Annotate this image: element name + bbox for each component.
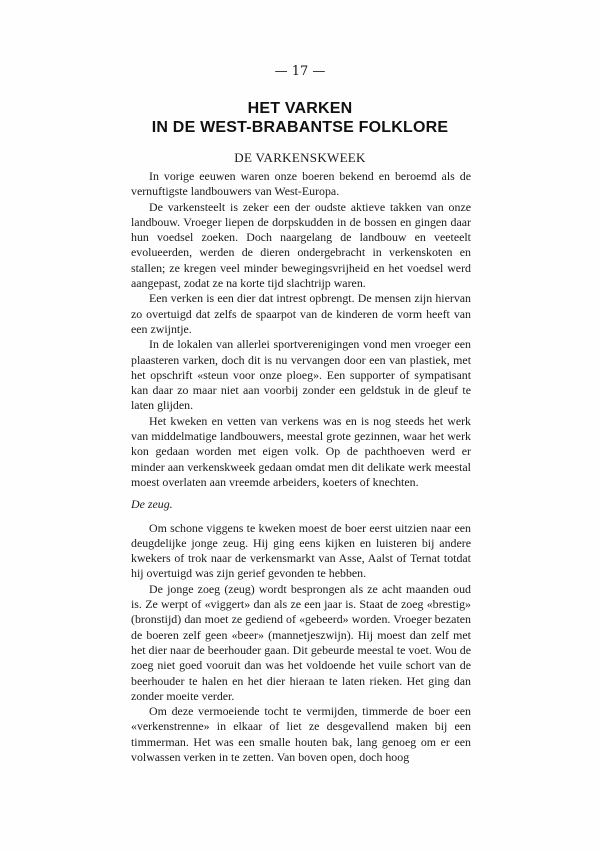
article-title-line-2: IN DE WEST-BRABANTSE FOLKLORE [151, 119, 449, 136]
article-body [131, 169, 471, 765]
paragraph: Het kweken en vetten van verkens was en is nog steeds het werk van middelmatige landbouwers, meestal grote gezinnen, waar het werk kon gedaan worden met eigen volk. Op de pachthoeven werd er minder aan verkenskweek gedaan omdat men dit delikate werk meestal moest overlaten aan vreemde arbeiders, koeters of knechten. [131, 413, 471, 489]
paragraph: Om deze vermoeiende tocht te vermijden, timmerde de boer een «verkenstrenne» in elkaar of liet ze desgevallend maken bij een timmerman. Het was een smalle houten bak, lang genoeg om er een volwassen verken in te zetten. Van boven open, doch hoog [131, 704, 471, 764]
paragraph: Om schone viggens te kweken moest de boer eerst uitzien naar een deugdelijke jonge zeug. Hij ging eens kijken en luisteren bij andere kwekers of trok naar de verkensmarkt van Asse, Aalst of Ternat totdat hij overtuigd was zijn gerief gevonden te hebben. [131, 520, 471, 581]
paragraph: De varkensteelt is zeker een der oudste aktieve takken van onze landbouw. Vroeger liepen de dorpskudden in de bossen en gingen daar hun voedsel zoeken. Doch naargelang de landbouw en veeteelt evolueerden, werden de dieren ondergebracht in verkenskoten en stallen; ze kregen veel minder bewegingsvrijheid en het voedsel werd aangepast, zodat ze na korte tijd slachtrijp waren. [131, 199, 471, 291]
paragraph: In vorige eeuwen waren onze boeren bekend en beroemd als de vernuftigste landbouwers van West-Europa. [131, 169, 471, 199]
paragraph: De jonge zoeg (zeug) wordt besprongen als ze acht maanden oud is. Ze werpt of «viggert» dan als ze een jaar is. Staat de zoeg «brestig» (bronstijd) dan moet ze gediend of «gebeerd» worden. Vroeger bezaten de boeren zelf geen «beer» (mannetjeszwijn). Hij moest dan zelf met het dier naar de beerhouder gaan. Dit gebeurde meestal te voet. Wou de zoeg niet goed vooruit dan was het voldoende het vuile schort van de beerhouder te halen en het dier hieraan te laten rieken. Het ging dan zonder moeite verder. [131, 581, 471, 703]
article-title-line-1: HET VARKEN [247, 100, 353, 117]
paragraph: In de lokalen van allerlei sportverenigingen vond men vroeger een plaasteren varken, doch dit is nu vervangen door een van plastiek, met het opschrift «steun voor onze ploeg». Een supporter of sympatisant kan daar zo maar niet aan voorbij zonder een geldstuk in de gleuf te laten glijden. [131, 337, 471, 413]
section-heading: De zeug. [131, 497, 173, 512]
paragraph: Een verken is een dier dat intrest opbrengt. De mensen zijn hiervan zo overtuigd dat zelfs de spaarpot van de kinderen de vorm heeft van een zwijntje. [131, 291, 471, 336]
page-number: — 17 — [274, 64, 326, 79]
section-subtitle: DE VARKENSKWEEK [234, 150, 366, 165]
